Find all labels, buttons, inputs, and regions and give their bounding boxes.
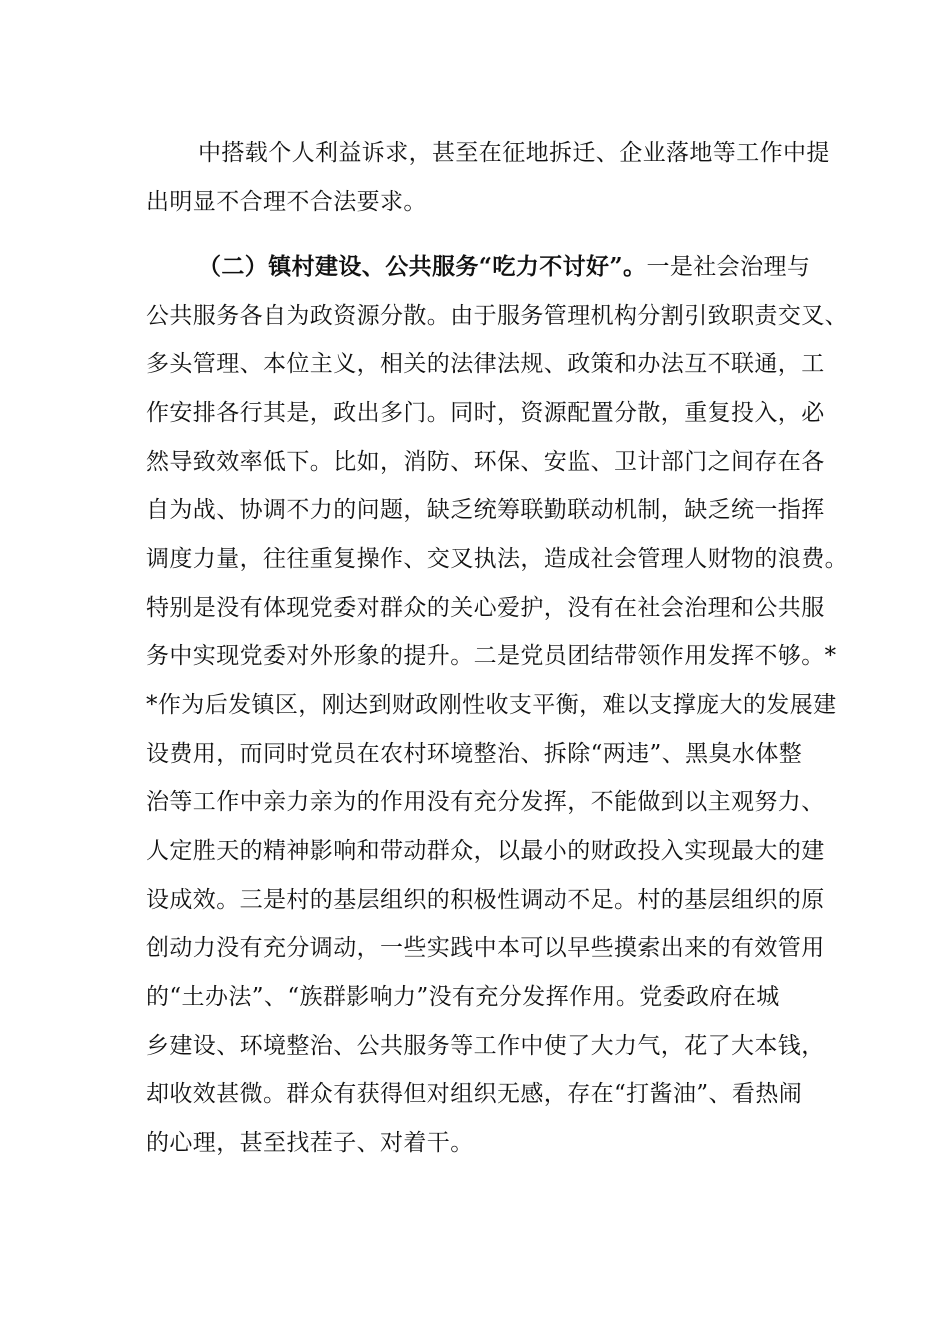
- paragraph-line: 特别是没有体现党委对群众的关心爱护，没有在社会治理和公共服: [146, 595, 825, 621]
- paragraph-line: 然导致效率低下。比如，消防、环保、安监、卫计部门之间存在各: [146, 449, 825, 475]
- paragraph-line: 中搭载个人利益诉求，甚至在征地拆迁、企业落地等工作中提: [198, 140, 830, 166]
- paragraph-line: 作安排各行其是，政出多门。同时，资源配置分散，重复投入，必: [146, 400, 825, 426]
- paragraph-line: 人定胜天的精神影响和带动群众，以最小的财政投入实现最大的建: [146, 838, 825, 864]
- paragraph-line: 设成效。三是村的基层组织的积极性调动不足。村的基层组织的原: [146, 887, 825, 913]
- paragraph-line: 务中实现党委对外形象的提升。二是党员团结带领作用发挥不够。*: [146, 643, 837, 669]
- paragraph-line: 乡建设、环境整治、公共服务等工作中使了大力气，花了大本钱，: [146, 1033, 825, 1059]
- section-heading-line: [198, 253, 878, 281]
- section-heading: （二）镇村建设、公共服务“吃力不讨好”。: [198, 253, 647, 280]
- paragraph-line: 的心理，甚至找茬子、对着干。: [146, 1130, 474, 1156]
- paragraph-text: 一是社会治理与: [646, 254, 811, 280]
- paragraph-line: 出明显不合理不合法要求。: [146, 189, 427, 215]
- paragraph-line: 多头管理、本位主义，相关的法律法规、政策和办法互不联通，工: [146, 351, 825, 377]
- paragraph-line: 设费用，而同时党员在农村环境整治、拆除“两违”、黑臭水体整: [146, 741, 803, 767]
- paragraph-line: *作为后发镇区，刚达到财政刚性收支平衡，难以支撑庞大的发展建: [146, 692, 837, 718]
- paragraph-line: 公共服务各自为政资源分散。由于服务管理机构分割引致职责交叉、: [146, 303, 848, 329]
- paragraph-line: 调度力量，往往重复操作、交叉执法，造成社会管理人财物的浪费。: [146, 546, 848, 572]
- paragraph-line: 却收效甚微。群众有获得但对组织无感，存在“打酱油”、看热闹: [146, 1081, 803, 1107]
- paragraph-line: 治等工作中亲力亲为的作用没有充分发挥，不能做到以主观努力、: [146, 789, 825, 815]
- paragraph-line: 的“土办法”、“族群影响力”没有充分发挥作用。党委政府在城: [146, 984, 780, 1010]
- paragraph-line: 创动力没有充分调动，一些实践中本可以早些摸索出来的有效管用: [146, 935, 825, 961]
- paragraph-line: 自为战、协调不力的问题，缺乏统筹联勤联动机制，缺乏统一指挥: [146, 497, 825, 523]
